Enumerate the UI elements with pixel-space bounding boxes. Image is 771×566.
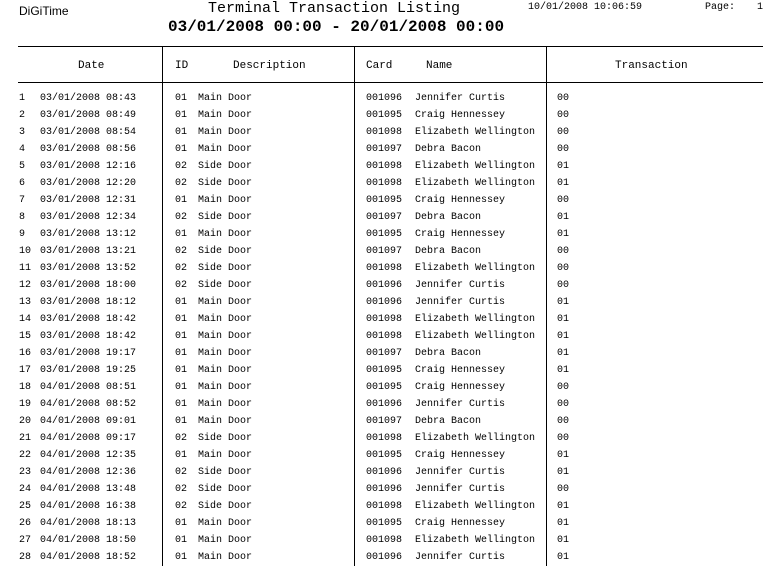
- row-name: Jennifer Curtis: [415, 280, 506, 291]
- row-transaction: 01: [557, 314, 570, 325]
- row-date: 03/01/2008 13:52: [40, 263, 137, 274]
- printed-timestamp: 10/01/2008 10:06:59: [528, 2, 643, 13]
- row-date: 03/01/2008 08:54: [40, 127, 137, 138]
- row-terminal-id: 01: [175, 93, 188, 104]
- row-date: 03/01/2008 13:12: [40, 229, 137, 240]
- row-description: Side Door: [198, 246, 253, 257]
- row-date: 03/01/2008 18:12: [40, 297, 137, 308]
- table-row: [0, 345, 771, 362]
- table-row: [0, 498, 771, 515]
- column-header-date: Date: [78, 60, 105, 72]
- row-number: 23: [19, 467, 32, 478]
- column-header-description: Description: [233, 60, 306, 72]
- row-terminal-id: 02: [175, 161, 188, 172]
- row-card: 001098: [366, 433, 403, 444]
- row-date: 03/01/2008 12:16: [40, 161, 137, 172]
- row-number: 27: [19, 535, 32, 546]
- table-row: [0, 430, 771, 447]
- row-number: 22: [19, 450, 32, 461]
- row-date: 03/01/2008 19:25: [40, 365, 137, 376]
- row-name: Debra Bacon: [415, 416, 482, 427]
- row-card: 001095: [366, 110, 403, 121]
- table-row: [0, 362, 771, 379]
- row-description: Main Door: [198, 399, 253, 410]
- column-header-id: ID: [175, 60, 189, 72]
- row-card: 001096: [366, 467, 403, 478]
- row-card: 001095: [366, 450, 403, 461]
- row-terminal-id: 01: [175, 195, 188, 206]
- row-transaction: 01: [557, 518, 570, 529]
- row-card: 001098: [366, 178, 403, 189]
- row-transaction: 00: [557, 280, 570, 291]
- row-card: 001095: [366, 382, 403, 393]
- table-row: [0, 226, 771, 243]
- column-header-transaction: Transaction: [615, 60, 688, 72]
- row-terminal-id: 01: [175, 416, 188, 427]
- row-terminal-id: 01: [175, 127, 188, 138]
- row-number: 4: [19, 144, 26, 155]
- row-transaction: 00: [557, 433, 570, 444]
- row-terminal-id: 01: [175, 348, 188, 359]
- row-card: 001095: [366, 195, 403, 206]
- row-transaction: 00: [557, 127, 570, 138]
- row-card: 001098: [366, 331, 403, 342]
- row-name: Jennifer Curtis: [415, 297, 506, 308]
- row-name: Craig Hennessey: [415, 382, 506, 393]
- table-row: [0, 294, 771, 311]
- row-description: Main Door: [198, 229, 253, 240]
- row-terminal-id: 01: [175, 518, 188, 529]
- row-number: 3: [19, 127, 26, 138]
- row-terminal-id: 02: [175, 263, 188, 274]
- row-name: Craig Hennessey: [415, 518, 506, 529]
- row-description: Side Door: [198, 433, 253, 444]
- row-number: 25: [19, 501, 32, 512]
- row-transaction: 01: [557, 178, 570, 189]
- row-number: 1: [19, 93, 26, 104]
- row-description: Main Door: [198, 314, 253, 325]
- row-transaction: 01: [557, 467, 570, 478]
- row-card: 001096: [366, 297, 403, 308]
- row-date: 03/01/2008 18:00: [40, 280, 137, 291]
- row-name: Jennifer Curtis: [415, 467, 506, 478]
- row-date: 03/01/2008 18:42: [40, 314, 137, 325]
- row-transaction: 00: [557, 195, 570, 206]
- row-card: 001098: [366, 161, 403, 172]
- row-terminal-id: 02: [175, 212, 188, 223]
- row-terminal-id: 01: [175, 314, 188, 325]
- row-date: 03/01/2008 08:56: [40, 144, 137, 155]
- row-name: Debra Bacon: [415, 144, 482, 155]
- row-description: Main Door: [198, 297, 253, 308]
- row-name: Debra Bacon: [415, 348, 482, 359]
- row-number: 15: [19, 331, 32, 342]
- row-terminal-id: 01: [175, 552, 188, 563]
- row-card: 001097: [366, 348, 403, 359]
- row-date: 04/01/2008 09:17: [40, 433, 137, 444]
- row-date: 03/01/2008 19:17: [40, 348, 137, 359]
- row-number: 13: [19, 297, 32, 308]
- row-description: Main Door: [198, 110, 253, 121]
- row-name: Jennifer Curtis: [415, 399, 506, 410]
- table-row: [0, 447, 771, 464]
- row-name: Elizabeth Wellington: [415, 433, 536, 444]
- row-date: 03/01/2008 12:34: [40, 212, 137, 223]
- table-row: [0, 260, 771, 277]
- row-card: 001095: [366, 518, 403, 529]
- row-card: 001097: [366, 246, 403, 257]
- row-description: Side Door: [198, 161, 253, 172]
- row-transaction: 01: [557, 229, 570, 240]
- row-card: 001096: [366, 399, 403, 410]
- table-row: [0, 396, 771, 413]
- row-date: 04/01/2008 13:48: [40, 484, 137, 495]
- row-date: 03/01/2008 18:42: [40, 331, 137, 342]
- row-description: Main Door: [198, 144, 253, 155]
- row-card: 001096: [366, 280, 403, 291]
- row-name: Elizabeth Wellington: [415, 263, 536, 274]
- row-description: Main Door: [198, 535, 253, 546]
- row-transaction: 00: [557, 399, 570, 410]
- row-terminal-id: 01: [175, 450, 188, 461]
- row-terminal-id: 02: [175, 280, 188, 291]
- row-date: 04/01/2008 09:01: [40, 416, 137, 427]
- row-description: Main Door: [198, 348, 253, 359]
- table-row: [0, 90, 771, 107]
- row-name: Elizabeth Wellington: [415, 501, 536, 512]
- row-card: 001098: [366, 535, 403, 546]
- table-row: [0, 532, 771, 549]
- row-number: 18: [19, 382, 32, 393]
- row-description: Side Door: [198, 212, 253, 223]
- app-name: DiGiTime: [19, 4, 69, 18]
- row-card: 001098: [366, 127, 403, 138]
- row-number: 8: [19, 212, 26, 223]
- row-description: Side Door: [198, 178, 253, 189]
- row-number: 26: [19, 518, 32, 529]
- row-number: 7: [19, 195, 26, 206]
- page-label: Page:: [705, 2, 736, 13]
- row-name: Craig Hennessey: [415, 450, 506, 461]
- row-description: Main Door: [198, 195, 253, 206]
- row-number: 6: [19, 178, 26, 189]
- row-transaction: 00: [557, 416, 570, 427]
- row-number: 17: [19, 365, 32, 376]
- row-name: Debra Bacon: [415, 212, 482, 223]
- row-card: 001098: [366, 263, 403, 274]
- row-name: Craig Hennessey: [415, 110, 506, 121]
- row-date: 03/01/2008 12:20: [40, 178, 137, 189]
- row-description: Main Door: [198, 93, 253, 104]
- row-card: 001098: [366, 314, 403, 325]
- row-number: 2: [19, 110, 26, 121]
- row-name: Debra Bacon: [415, 246, 482, 257]
- row-terminal-id: 01: [175, 382, 188, 393]
- row-number: 20: [19, 416, 32, 427]
- row-terminal-id: 01: [175, 331, 188, 342]
- row-date: 03/01/2008 08:43: [40, 93, 137, 104]
- row-terminal-id: 02: [175, 246, 188, 257]
- table-row: [0, 549, 771, 566]
- row-transaction: 01: [557, 212, 570, 223]
- row-card: 001096: [366, 93, 403, 104]
- table-row: [0, 124, 771, 141]
- column-header-card: Card: [366, 60, 393, 72]
- row-transaction: 00: [557, 144, 570, 155]
- row-transaction: 01: [557, 501, 570, 512]
- row-card: 001097: [366, 212, 403, 223]
- row-transaction: 01: [557, 535, 570, 546]
- table-row: [0, 277, 771, 294]
- table-row: [0, 209, 771, 226]
- row-name: Elizabeth Wellington: [415, 127, 536, 138]
- row-transaction: 00: [557, 110, 570, 121]
- row-name: Elizabeth Wellington: [415, 314, 536, 325]
- row-description: Main Door: [198, 365, 253, 376]
- row-description: Main Door: [198, 331, 253, 342]
- table-row: [0, 192, 771, 209]
- row-description: Main Door: [198, 450, 253, 461]
- row-number: 21: [19, 433, 32, 444]
- row-card: 001097: [366, 416, 403, 427]
- table-row: [0, 481, 771, 498]
- row-number: 28: [19, 552, 32, 563]
- row-number: 5: [19, 161, 26, 172]
- transaction-table: [0, 90, 771, 566]
- header-bottom-rule: [18, 82, 763, 83]
- row-name: Elizabeth Wellington: [415, 178, 536, 189]
- row-number: 16: [19, 348, 32, 359]
- row-date: 04/01/2008 18:50: [40, 535, 137, 546]
- row-name: Jennifer Curtis: [415, 93, 506, 104]
- row-terminal-id: 01: [175, 297, 188, 308]
- report-title: Terminal Transaction Listing: [208, 0, 461, 17]
- row-card: 001097: [366, 144, 403, 155]
- row-date: 03/01/2008 08:49: [40, 110, 137, 121]
- row-terminal-id: 02: [175, 178, 188, 189]
- row-description: Main Door: [198, 382, 253, 393]
- header-top-rule: [18, 46, 763, 47]
- row-name: Jennifer Curtis: [415, 552, 506, 563]
- table-row: [0, 379, 771, 396]
- row-description: Side Door: [198, 467, 253, 478]
- row-transaction: 00: [557, 263, 570, 274]
- row-description: Main Door: [198, 552, 253, 563]
- row-description: Side Door: [198, 484, 253, 495]
- column-header-name: Name: [426, 60, 453, 72]
- row-transaction: 00: [557, 484, 570, 495]
- row-transaction: 01: [557, 297, 570, 308]
- row-name: Craig Hennessey: [415, 365, 506, 376]
- table-row: [0, 107, 771, 124]
- row-date: 04/01/2008 12:35: [40, 450, 137, 461]
- table-row: [0, 158, 771, 175]
- row-description: Main Door: [198, 127, 253, 138]
- row-description: Side Door: [198, 263, 253, 274]
- row-number: 14: [19, 314, 32, 325]
- row-terminal-id: 02: [175, 484, 188, 495]
- table-row: [0, 464, 771, 481]
- row-card: 001095: [366, 229, 403, 240]
- row-name: Craig Hennessey: [415, 195, 506, 206]
- row-name: Elizabeth Wellington: [415, 535, 536, 546]
- row-card: 001095: [366, 365, 403, 376]
- row-terminal-id: 01: [175, 365, 188, 376]
- row-terminal-id: 01: [175, 229, 188, 240]
- row-terminal-id: 02: [175, 501, 188, 512]
- page-number: 1: [757, 2, 764, 13]
- table-row: [0, 413, 771, 430]
- row-transaction: 01: [557, 552, 570, 563]
- row-description: Main Door: [198, 416, 253, 427]
- row-date: 04/01/2008 16:38: [40, 501, 137, 512]
- row-description: Main Door: [198, 518, 253, 529]
- row-terminal-id: 01: [175, 535, 188, 546]
- row-number: 10: [19, 246, 32, 257]
- row-name: Jennifer Curtis: [415, 484, 506, 495]
- row-transaction: 00: [557, 246, 570, 257]
- row-transaction: 00: [557, 93, 570, 104]
- row-terminal-id: 02: [175, 433, 188, 444]
- table-row: [0, 328, 771, 345]
- row-number: 12: [19, 280, 32, 291]
- row-description: Side Door: [198, 280, 253, 291]
- row-transaction: 01: [557, 331, 570, 342]
- row-terminal-id: 02: [175, 467, 188, 478]
- row-card: 001096: [366, 484, 403, 495]
- row-number: 11: [19, 263, 32, 274]
- table-row: [0, 141, 771, 158]
- row-transaction: 00: [557, 382, 570, 393]
- row-transaction: 01: [557, 161, 570, 172]
- row-description: Side Door: [198, 501, 253, 512]
- row-card: 001096: [366, 552, 403, 563]
- row-date: 03/01/2008 13:21: [40, 246, 137, 257]
- row-number: 9: [19, 229, 26, 240]
- table-row: [0, 311, 771, 328]
- report-date-range: 03/01/2008 00:00 - 20/01/2008 00:00: [168, 18, 505, 36]
- row-name: Elizabeth Wellington: [415, 161, 536, 172]
- table-row: [0, 175, 771, 192]
- table-row: [0, 515, 771, 532]
- row-number: 24: [19, 484, 32, 495]
- row-card: 001098: [366, 501, 403, 512]
- row-date: 04/01/2008 12:36: [40, 467, 137, 478]
- row-date: 03/01/2008 12:31: [40, 195, 137, 206]
- table-row: [0, 243, 771, 260]
- row-transaction: 01: [557, 348, 570, 359]
- row-date: 04/01/2008 18:52: [40, 552, 137, 563]
- row-name: Craig Hennessey: [415, 229, 506, 240]
- row-date: 04/01/2008 08:51: [40, 382, 137, 393]
- row-number: 19: [19, 399, 32, 410]
- row-terminal-id: 01: [175, 144, 188, 155]
- row-date: 04/01/2008 18:13: [40, 518, 137, 529]
- row-name: Elizabeth Wellington: [415, 331, 536, 342]
- row-transaction: 01: [557, 365, 570, 376]
- row-terminal-id: 01: [175, 399, 188, 410]
- row-terminal-id: 01: [175, 110, 188, 121]
- row-date: 04/01/2008 08:52: [40, 399, 137, 410]
- row-transaction: 01: [557, 450, 570, 461]
